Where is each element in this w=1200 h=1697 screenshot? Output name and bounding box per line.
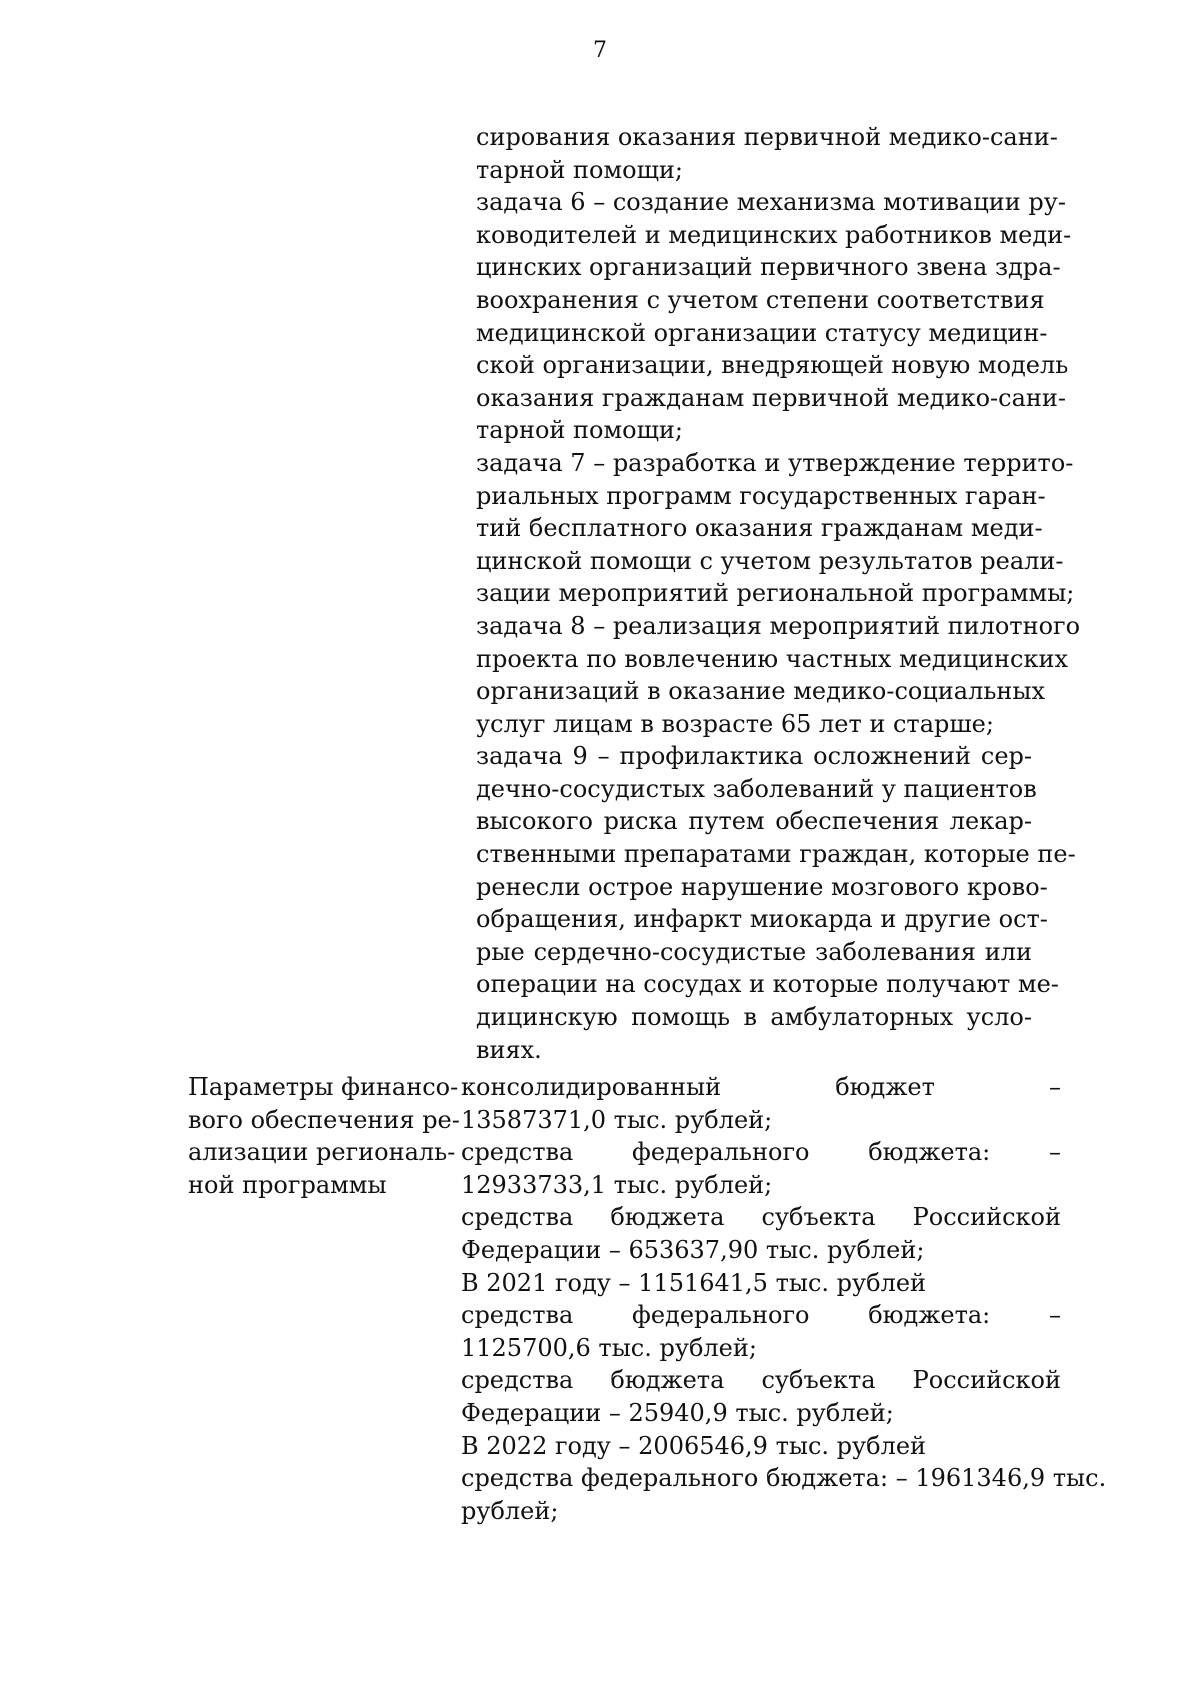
tasks-text-line: зации мероприятий региональной программы;: [476, 579, 1075, 608]
tasks-text-line: организаций в оказание медико-социальных: [476, 677, 1046, 706]
tasks-text-line: обращения, инфаркт миокарда и другие ост-: [476, 905, 1048, 934]
tasks-text-line: медицинской организации статусу медицин-: [476, 318, 1048, 347]
finance-text-line: Федерации – 25940,9 тыс. рублей;: [461, 1398, 894, 1427]
page-number: 7: [593, 38, 607, 63]
tasks-text-line: ренесли острое нарушение мозгового крово-: [476, 872, 1048, 901]
tasks-block: [476, 121, 1081, 1066]
tasks-text-line: ственными препаратами граждан, которые пе-: [476, 840, 1076, 869]
finance-text-line: средства бюджета субъекта Российской: [461, 1203, 1061, 1232]
finance-text-line: В 2022 году – 2006546,9 тыс. рублей: [461, 1431, 927, 1460]
tasks-text-line: высокого риска путем обеспечения лекар-: [476, 807, 1032, 836]
tasks-text-line: проекта по вовлечению частных медицинских: [476, 644, 1069, 673]
finance-text-line: Федерации – 653637,90 тыс. рублей;: [461, 1235, 925, 1264]
finance-text-line: средства федерального бюджета: – 1961346,9 тыс.: [461, 1464, 1107, 1493]
tasks-text-line: задача 9 – профилактика осложнений сер-: [476, 742, 1032, 771]
tasks-text-line: оказания гражданам первичной медико-сани-: [476, 383, 1066, 412]
tasks-text-line: тий бесплатного оказания гражданам меди-: [476, 514, 1043, 543]
tasks-text-line: задача 8 – реализация мероприятий пилотного: [476, 611, 1081, 640]
tasks-text-line: тарной помощи;: [476, 155, 683, 184]
finance-text-line: 1125700,6 тыс. рублей;: [461, 1333, 757, 1362]
finance-text-line: В 2021 году – 1151641,5 тыс. рублей: [461, 1268, 927, 1297]
finance-text-line: консолидированный бюджет –: [461, 1073, 1061, 1101]
finance-label-line: Параметры финансо-: [188, 1073, 459, 1101]
finance-text-line: рублей;: [461, 1496, 559, 1525]
tasks-text-line: рые сердечно-сосудистые заболевания или: [476, 937, 1032, 966]
tasks-text-line: ской организации, внедряющей новую модель: [476, 351, 1069, 380]
tasks-text-line: воохранения с учетом степени соответствия: [476, 285, 1045, 314]
tasks-text-line: цинской помощи с учетом результатов реали-: [476, 546, 1064, 575]
finance-label-line: ной программы: [188, 1170, 387, 1199]
finance-text-line: средства федерального бюджета: –: [461, 1138, 1061, 1167]
tasks-text-line: услуг лицам в возрасте 65 лет и старше;: [476, 709, 994, 738]
finance-parameters-label: [188, 1071, 460, 1201]
finance-label-line: вого обеспечения ре-: [188, 1105, 460, 1134]
finance-text-line: 12933733,1 тыс. рублей;: [461, 1170, 773, 1199]
finance-text-line: 13587371,0 тыс. рублей;: [461, 1105, 773, 1134]
finance-text-line: средства бюджета субъекта Российской: [461, 1366, 1061, 1395]
tasks-text-line: дицинскую помощь в амбулаторных усло-: [476, 1003, 1032, 1032]
tasks-text-line: виях.: [476, 1035, 542, 1064]
tasks-text-line: задача 6 – создание механизма мотивации ру-: [476, 188, 1066, 217]
tasks-text-line: сирования оказания первичной медико-сани-: [476, 123, 1058, 151]
tasks-text-line: операции на сосудах и которые получают ме-: [476, 970, 1059, 999]
finance-text-line: средства федерального бюджета: –: [461, 1301, 1061, 1330]
tasks-text-line: ководителей и медицинских работников меди-: [476, 220, 1072, 249]
finance-parameters-value: [461, 1071, 1107, 1527]
tasks-text-line: риальных программ государственных гаран-: [476, 481, 1046, 510]
tasks-text-line: тарной помощи;: [476, 416, 683, 445]
finance-label-line: ализации региональ-: [188, 1138, 456, 1167]
tasks-text-line: дечно-сосудистых заболеваний у пациентов: [476, 774, 1037, 803]
tasks-text-line: цинских организаций первичного звена здра-: [476, 253, 1061, 282]
tasks-text-line: задача 7 – разработка и утверждение террито-: [476, 448, 1074, 477]
